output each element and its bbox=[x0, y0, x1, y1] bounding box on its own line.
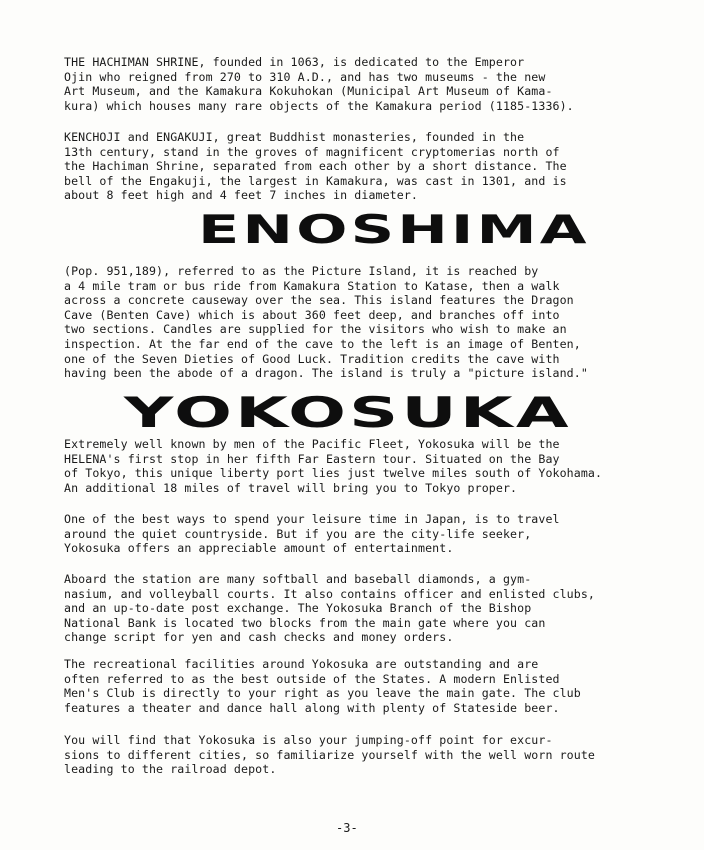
page-number: -3- bbox=[336, 821, 358, 835]
paragraph-yokosuka-intro: Extremely well known by men of the Pacific Fleet, Yokosuka will be the HELENA's first stop in her fifth Far Eastern tour. Situated on the Bay of Tokyo, this unique liberty port lies just twelve miles south of Yokohama. An additional 18 miles of travel will bring you to Tokyo proper. bbox=[64, 437, 603, 495]
paragraph-station: Aboard the station are many softball and baseball diamonds, a gym- nasium, and volleyball courts. It also contains officer and enlisted clubs, and an up-to-date post exchange. The Yokosuka Branch of the Bishop National Bank is located two blocks from the main gate where you can change script for yen and cash checks and money orders. bbox=[64, 572, 596, 645]
paragraph-enoshima: (Pop. 951,189), referred to as the Picture Island, it is reached by a 4 mile tram or bus ride from Kamakura Station to Katase, then a walk across a concrete causeway over the sea. This island features the Dragon Cave (Benten Cave) which is about 360 feet deep, and branches off into two sections. Candles are supplied for the visitors who wish to make an inspection. At the far end of the cave to the left is an image of Benten, one of the Seven Dieties of Good Luck. Tradition credits the cave with having been the abode of a dragon. The island is truly a "picture island." bbox=[64, 264, 588, 381]
heading-yokosuka: YOKOSUKA bbox=[124, 388, 572, 437]
paragraph-jumping-off: You will find that Yokosuka is also your jumping-off point for excur- sions to different cities, so familiarize yourself with the well worn route leading to the railroad depot. bbox=[64, 733, 596, 777]
heading-enoshima: ENOSHIMA bbox=[198, 208, 590, 253]
paragraph-hachiman-shrine: THE HACHIMAN SHRINE, founded in 1063, is dedicated to the Emperor Ojin who reigned from 270 to 310 A.D., and has two museums - the new Art Museum, and the Kamakura Kokuhokan (Municipal Art Museum of Kama- kura) which houses many rare objects of the Kamakura period (1185-1336). bbox=[64, 55, 574, 113]
paragraph-recreation: The recreational facilities around Yokosuka are outstanding and are often referred to as the best outside of the States. A modern Enlisted Men's Club is directly to your right as you leave the main gate. The club features a theater and dance hall along with plenty of Stateside beer. bbox=[64, 657, 581, 715]
paragraph-kenchoji-engakuji: KENCHOJI and ENGAKUJI, great Buddhist monasteries, founded in the 13th century, stand in the groves of magnificent cryptomerias north of the Hachiman Shrine, separated from each other by a short distance. The bell of the Engakuji, the largest in Kamakura, was cast in 1301, and is about 8 feet high and 4 feet 7 inches in diameter. bbox=[64, 130, 567, 203]
paragraph-leisure: One of the best ways to spend your leisure time in Japan, is to travel around the quiet countryside. But if you are the city-life seeker, Yokosuka offers an appreciable amount of entertainment. bbox=[64, 512, 560, 556]
